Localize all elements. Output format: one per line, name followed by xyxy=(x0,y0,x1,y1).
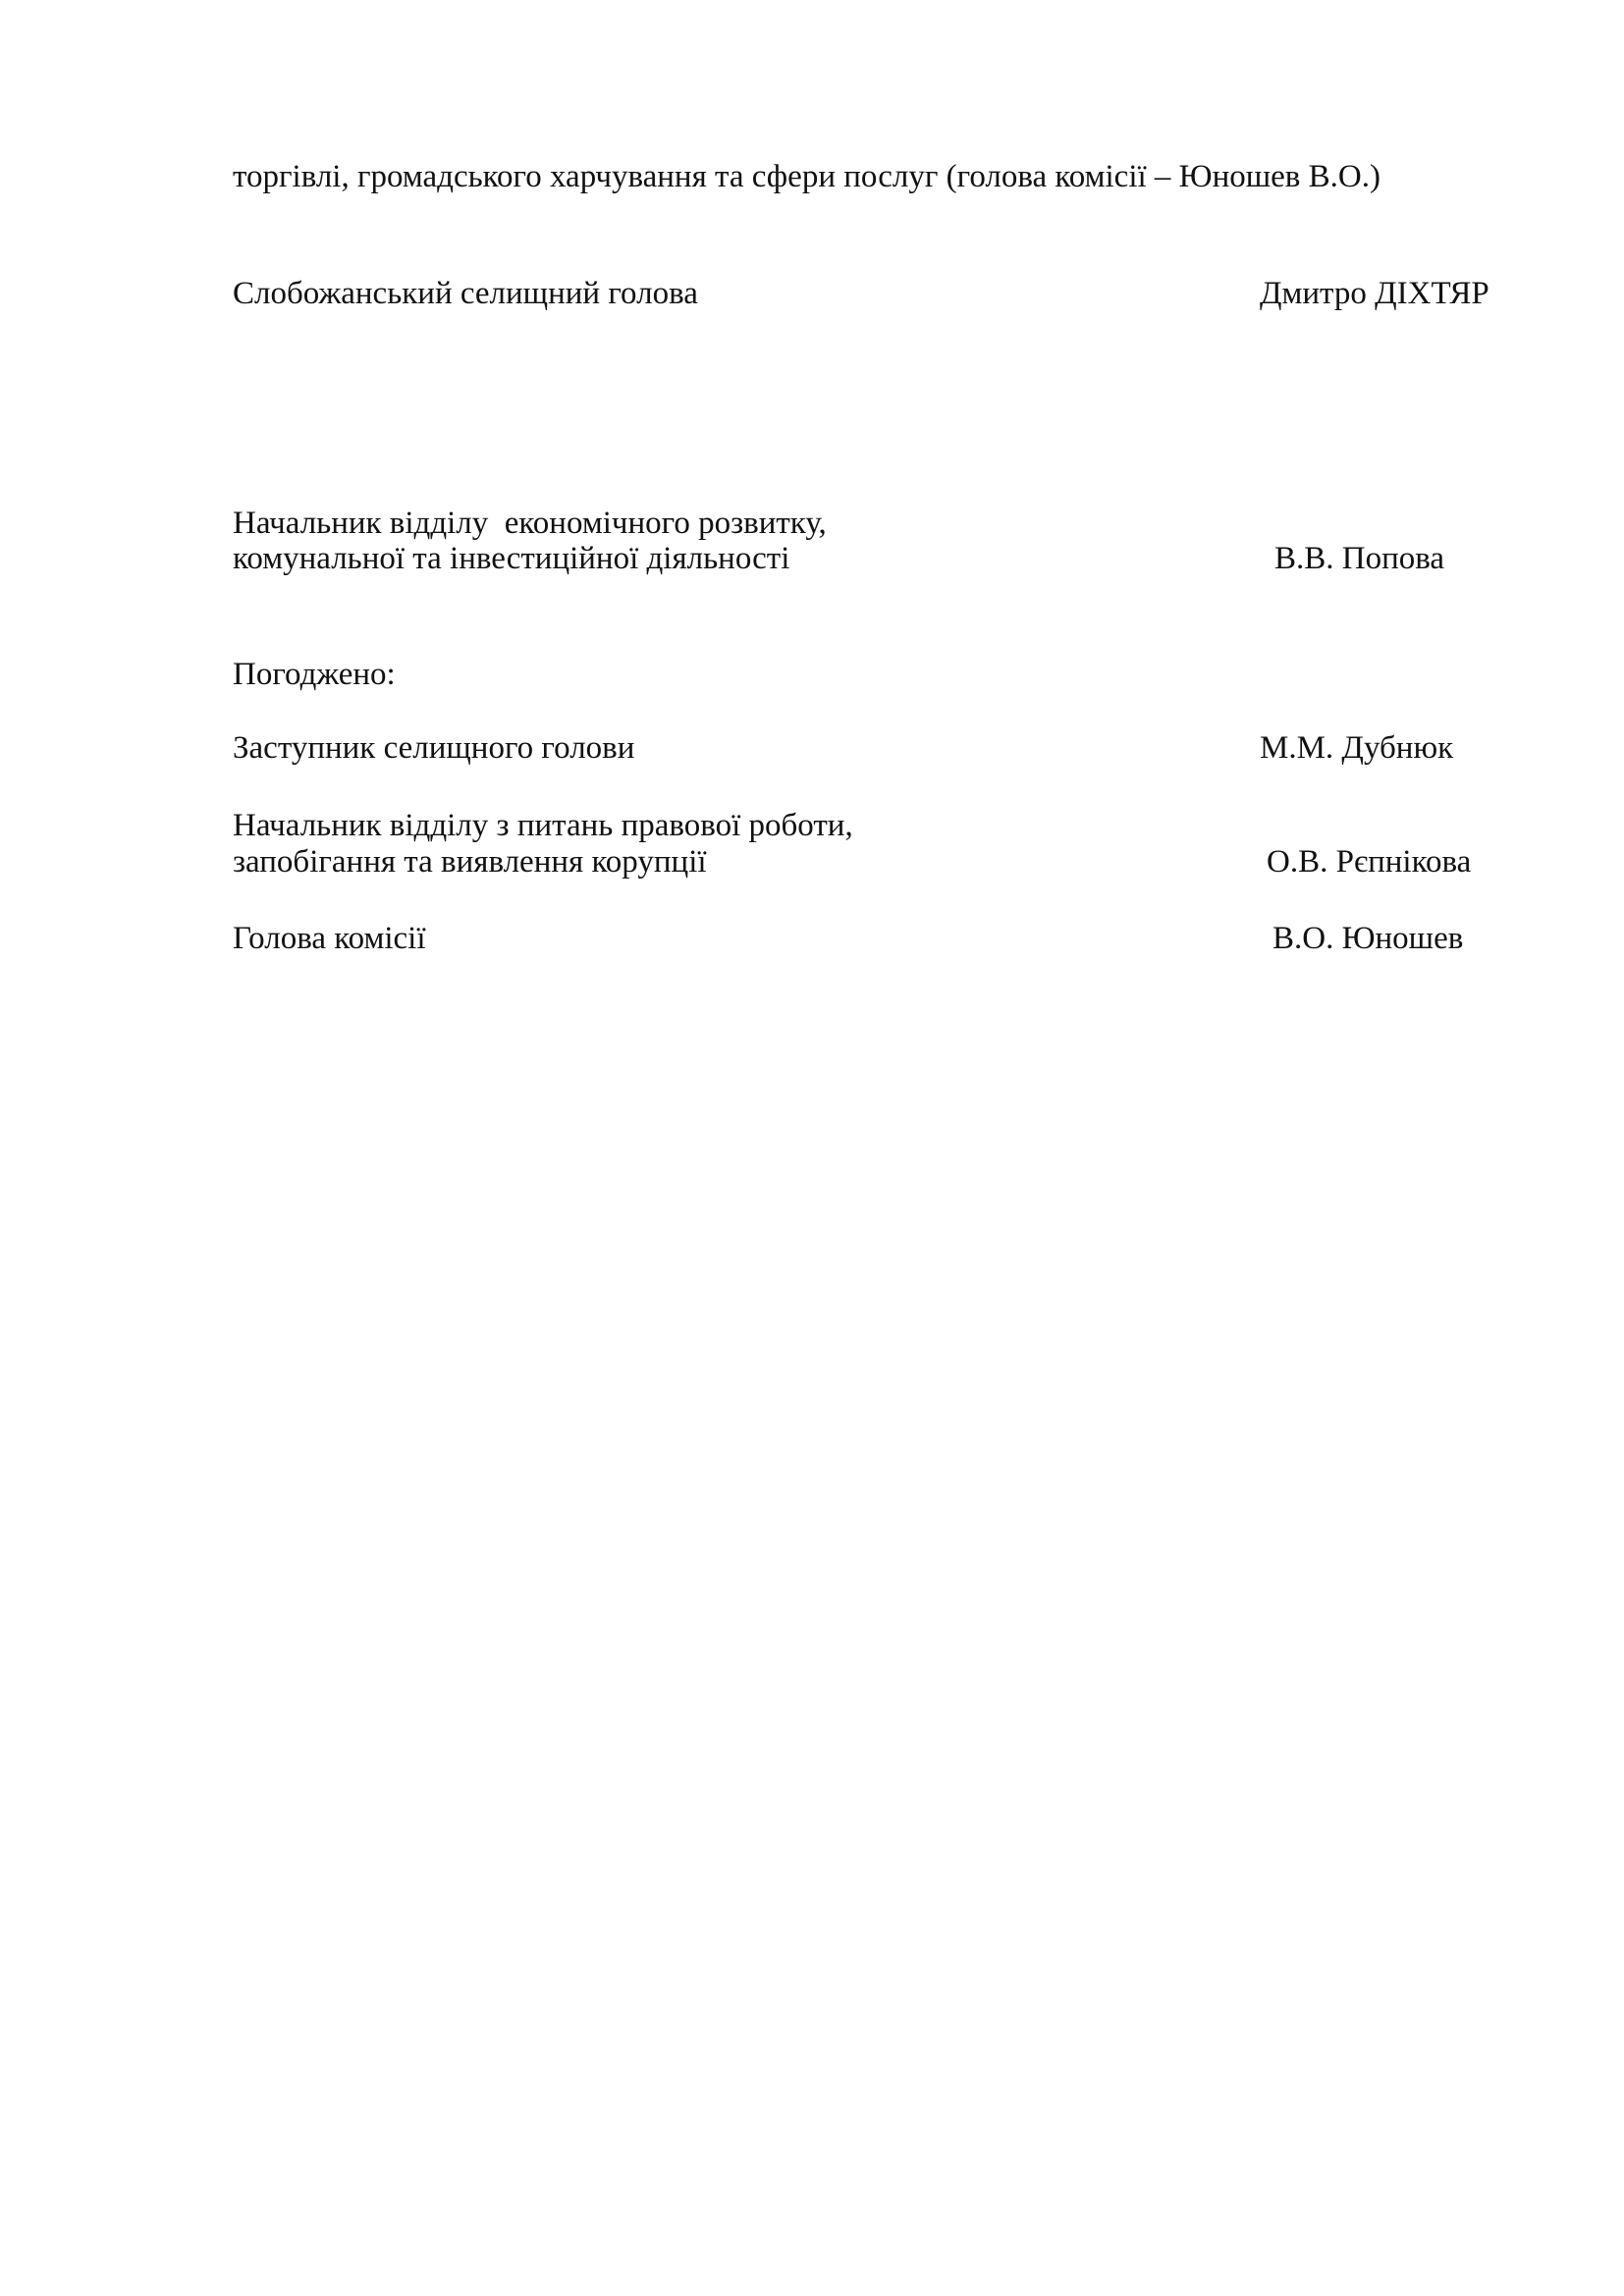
continuation-text: торгівлі, громадського харчування та сфери послуг (голова комісії – Юношев В.О.) xyxy=(233,159,1380,194)
approval-legal-name: О.В. Рєпнікова xyxy=(1267,844,1472,880)
head-signature-title: Слобожанський селищний голова xyxy=(233,276,698,311)
approval-commission-title: Голова комісії xyxy=(233,921,426,956)
approval-commission-name: В.О. Юношев xyxy=(1272,921,1464,956)
agreed-label: Погоджено: xyxy=(233,657,396,692)
approval-deputy-name: М.М. Дубнюк xyxy=(1260,730,1454,766)
approval-legal-title-line1: Начальник відділу з питань правової роботи, xyxy=(233,808,853,843)
prepared-by-name: В.В. Попова xyxy=(1274,541,1445,576)
approval-legal-title-line2: запобігання та виявлення корупції xyxy=(233,844,707,880)
approval-deputy-title: Заступник селищного голови xyxy=(233,730,635,766)
prepared-by-title-line1: Начальник відділу економічного розвитку, xyxy=(233,506,827,541)
head-signature-name: Дмитро ДІХТЯР xyxy=(1260,276,1489,311)
prepared-by-title-line2: комунальної та інвестиційної діяльності xyxy=(233,541,790,576)
